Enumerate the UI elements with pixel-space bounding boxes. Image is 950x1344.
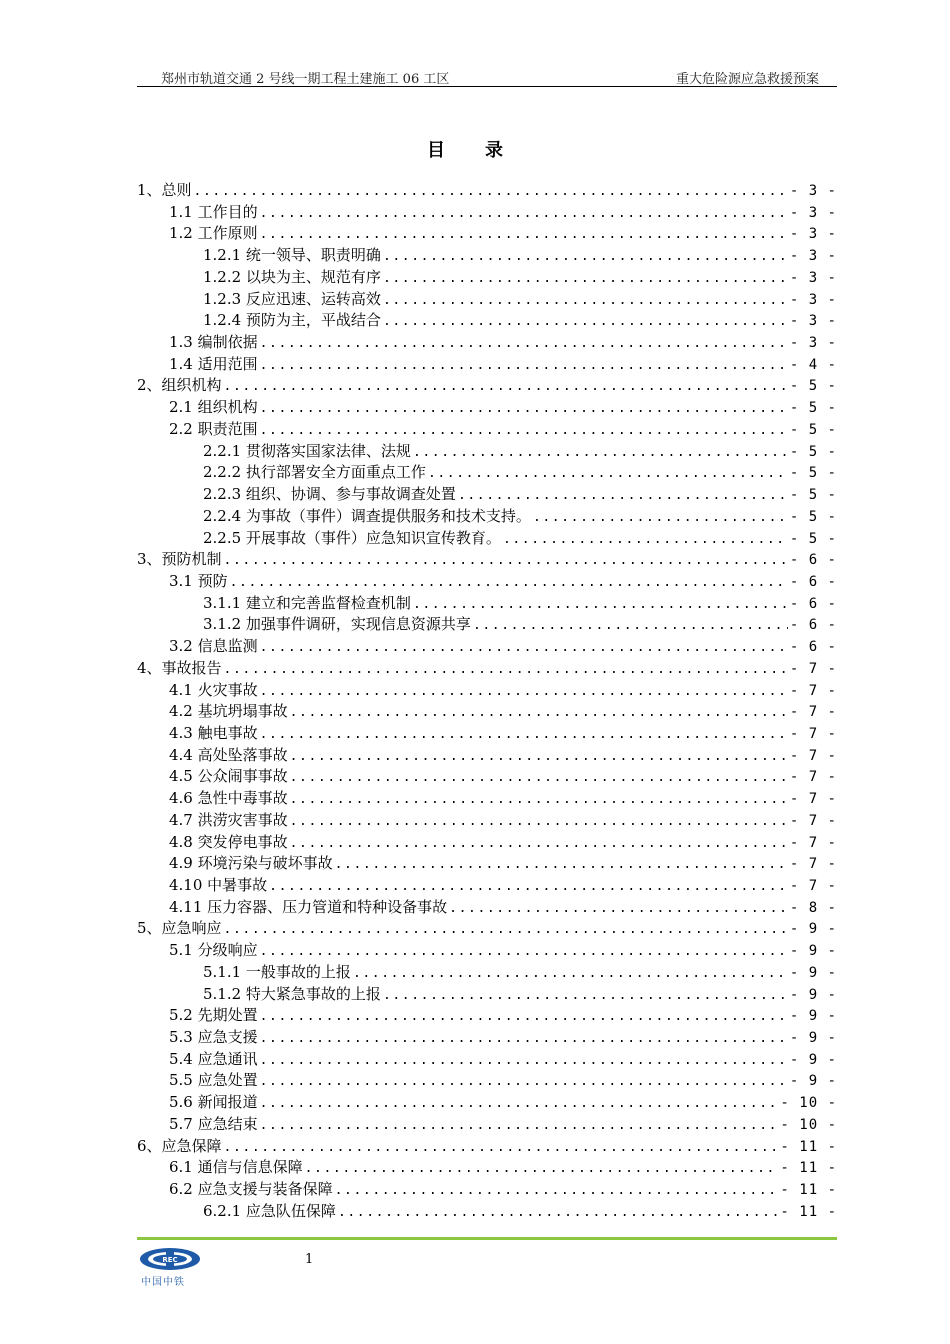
- toc-entry[interactable]: [137, 853, 837, 875]
- toc-dot-leader: [224, 376, 788, 397]
- toc-dot-leader: [260, 724, 788, 745]
- toc-entry[interactable]: [137, 267, 837, 289]
- toc-entry[interactable]: [137, 310, 837, 332]
- toc-entry[interactable]: [137, 462, 837, 484]
- toc-entry[interactable]: [137, 528, 837, 550]
- toc-entry-page: - 7 -: [789, 682, 837, 699]
- toc-entry[interactable]: [137, 484, 837, 506]
- toc-dot-leader: [290, 811, 788, 832]
- toc-dot-leader: [260, 333, 788, 354]
- toc-entry[interactable]: [137, 984, 837, 1006]
- toc-entry-label: 1.2 工作原则: [169, 224, 258, 243]
- toc-entry-page: - 3 -: [789, 204, 837, 221]
- toc-entry-page: - 11 -: [780, 1203, 837, 1220]
- toc-entry-label: 2.2.2 执行部署安全方面重点工作: [203, 463, 426, 482]
- toc-entry-page: - 6 -: [789, 617, 837, 634]
- toc-entry-label: 1.2.2 以块为主、规范有序: [203, 267, 381, 286]
- toc-entry-page: - 3 -: [789, 248, 837, 265]
- toc-entry-label: 1.2.4 预防为主，平战结合: [203, 311, 381, 330]
- toc-entry[interactable]: [137, 1136, 837, 1158]
- page-header: [137, 66, 837, 86]
- toc-entry[interactable]: [137, 571, 837, 593]
- toc-entry-label: 5.3 应急支援: [169, 1028, 258, 1047]
- toc-entry[interactable]: [137, 918, 837, 940]
- header-document-name: 重大危险源应急救援预案: [675, 72, 819, 87]
- toc-entry[interactable]: [137, 723, 837, 745]
- toc-entry-label: 3.1.2 加强事件调研，实现信息资源共享: [203, 615, 471, 634]
- toc-entry[interactable]: [137, 962, 837, 984]
- toc-dot-leader: [290, 833, 788, 854]
- page-number: 1: [305, 1252, 314, 1267]
- toc-entry-page: - 7 -: [789, 660, 837, 677]
- toc-entry[interactable]: [137, 766, 837, 788]
- toc-dot-leader: [383, 985, 788, 1006]
- footer-divider: [137, 1237, 837, 1240]
- toc-entry-label: 5.2 先期处置: [169, 1006, 258, 1025]
- toc-entry-page: - 3 -: [789, 291, 837, 308]
- toc-entry-page: - 5 -: [789, 465, 837, 482]
- toc-entry-label: 1.1 工作目的: [169, 202, 258, 221]
- toc-dot-leader: [290, 702, 788, 723]
- toc-entry[interactable]: [137, 397, 837, 419]
- toc-entry-page: - 7 -: [789, 769, 837, 786]
- toc-entry[interactable]: [137, 832, 837, 854]
- toc-dot-leader: [335, 1180, 779, 1201]
- toc-dot-leader: [224, 550, 788, 571]
- toc-entry-label: 5.6 新闻报道: [169, 1093, 258, 1112]
- header-divider: [137, 86, 837, 87]
- toc-entry-label: 3.1 预防: [169, 571, 228, 590]
- toc-dot-leader: [224, 919, 788, 940]
- toc-title: 目录: [427, 140, 543, 161]
- toc-entry[interactable]: [137, 593, 837, 615]
- toc-dot-leader: [260, 420, 788, 441]
- toc-entry-page: - 3 -: [789, 183, 837, 199]
- toc-entry-page: - 6 -: [789, 573, 837, 590]
- toc-entry-page: - 5 -: [789, 378, 837, 395]
- toc-entry-page: - 9 -: [789, 921, 837, 938]
- toc-entry-page: - 9 -: [789, 986, 837, 1003]
- toc-entry-page: - 7 -: [789, 725, 837, 742]
- toc-entry-page: - 6 -: [789, 552, 837, 569]
- toc-dot-leader: [194, 181, 788, 202]
- toc-dot-leader: [383, 290, 788, 311]
- toc-dot-leader: [269, 876, 788, 897]
- toc-entry-label: 3.2 信息监测: [169, 637, 258, 656]
- toc-dot-leader: [383, 311, 788, 332]
- toc-entry-label: 4.2 基坑坍塌事故: [169, 702, 288, 721]
- toc-dot-leader: [260, 224, 788, 245]
- toc-entry-page: - 5 -: [789, 421, 837, 438]
- toc-dot-leader: [353, 963, 788, 984]
- toc-entry-label: 1、总则: [137, 181, 192, 199]
- toc-entry-label: 4.6 急性中毒事故: [169, 789, 288, 808]
- toc-dot-leader: [533, 507, 788, 528]
- toc-entry-page: - 10 -: [780, 1095, 837, 1112]
- toc-entry[interactable]: [137, 506, 837, 528]
- toc-entry[interactable]: [137, 940, 837, 962]
- toc-entry-label: 3.1.1 建立和完善监督检查机制: [203, 593, 411, 612]
- toc-dot-leader: [413, 442, 788, 463]
- toc-entry-page: - 10 -: [780, 1116, 837, 1133]
- toc-entry-label: 6.1 通信与信息保障: [169, 1158, 303, 1177]
- toc-entry[interactable]: [137, 875, 837, 897]
- toc-entry[interactable]: [137, 1070, 837, 1092]
- toc-entry-label: 5.1.1 一般事故的上报: [203, 962, 351, 981]
- toc-entry[interactable]: [137, 1179, 837, 1201]
- toc-entry-label: 2.1 组织机构: [169, 398, 258, 417]
- toc-entry-page: - 7 -: [789, 834, 837, 851]
- toc-dot-leader: [449, 898, 788, 919]
- toc-entry-page: - 11 -: [780, 1160, 837, 1177]
- toc-entry[interactable]: [137, 180, 837, 202]
- toc-entry-label: 6、应急保障: [137, 1136, 222, 1155]
- toc-entry-page: - 11 -: [780, 1182, 837, 1199]
- toc-entry[interactable]: [137, 549, 837, 571]
- toc-dot-leader: [260, 1115, 779, 1136]
- toc-entry-page: - 9 -: [789, 964, 837, 981]
- toc-entry[interactable]: [137, 680, 837, 702]
- toc-dot-leader: [224, 659, 788, 680]
- toc-entry-page: - 3 -: [789, 335, 837, 352]
- toc-dot-leader: [290, 746, 788, 767]
- toc-dot-leader: [428, 463, 788, 484]
- toc-entry-label: 4.1 火灾事故: [169, 680, 258, 699]
- toc-entry[interactable]: [137, 1049, 837, 1071]
- toc-entry[interactable]: [137, 245, 837, 267]
- toc-entry[interactable]: [137, 223, 837, 245]
- toc-dot-leader: [260, 1028, 788, 1049]
- toc-entry-page: - 7 -: [789, 747, 837, 764]
- toc-entry[interactable]: [137, 375, 837, 397]
- toc-entry-label: 5.4 应急通讯: [169, 1049, 258, 1068]
- toc-entry-page: - 9 -: [789, 943, 837, 960]
- toc-entry-label: 4.8 突发停电事故: [169, 832, 288, 851]
- toc-entry[interactable]: [137, 419, 837, 441]
- toc-entry-label: 1.2.3 反应迅速、运转高效: [203, 289, 381, 308]
- toc-entry-page: - 3 -: [789, 313, 837, 330]
- toc-dot-leader: [224, 1137, 779, 1158]
- toc-entry-label: 4.7 洪涝灾害事故: [169, 810, 288, 829]
- toc-dot-leader: [458, 485, 788, 506]
- toc-dot-leader: [260, 681, 788, 702]
- toc-entry-label: 5.5 应急处置: [169, 1071, 258, 1090]
- toc-entry[interactable]: [137, 1157, 837, 1179]
- toc-entry[interactable]: [137, 636, 837, 658]
- toc-entry-page: - 7 -: [789, 856, 837, 873]
- toc-entry[interactable]: [137, 788, 837, 810]
- toc-dot-leader: [260, 1071, 788, 1092]
- toc-entry[interactable]: [137, 441, 837, 463]
- toc-entry-label: 2.2.5 开展事故（事件）应急知识宣传教育。: [203, 528, 501, 547]
- toc-entry-label: 2.2 职责范围: [169, 419, 258, 438]
- toc-entry[interactable]: [137, 332, 837, 354]
- toc-entry-page: - 3 -: [789, 269, 837, 286]
- toc-dot-leader: [503, 529, 788, 550]
- toc-entry-page: - 7 -: [789, 791, 837, 808]
- toc-dot-leader: [260, 637, 788, 658]
- toc-dot-leader: [383, 246, 788, 267]
- toc-entry[interactable]: [137, 897, 837, 919]
- toc-dot-leader: [260, 1006, 788, 1027]
- toc-entry[interactable]: [137, 658, 837, 680]
- toc-entry-page: - 5 -: [789, 400, 837, 417]
- toc-entry[interactable]: [137, 1201, 837, 1223]
- svg-text:REC: REC: [162, 1256, 178, 1264]
- toc-entry-label: 4、事故报告: [137, 658, 222, 677]
- toc-entry[interactable]: [137, 289, 837, 311]
- toc-dot-leader: [383, 268, 788, 289]
- toc-entry-label: 1.2.1 统一领导、职责明确: [203, 246, 381, 265]
- toc-entry-label: 5、应急响应: [137, 919, 222, 938]
- toc-entry-label: 5.1 分级响应: [169, 941, 258, 960]
- toc-entry-page: - 9 -: [789, 1008, 837, 1025]
- toc-dot-leader: [230, 572, 788, 593]
- toc-dot-leader: [260, 398, 788, 419]
- toc-entry[interactable]: [137, 202, 837, 224]
- toc-entry-label: 4.9 环境污染与破坏事故: [169, 854, 333, 873]
- toc-entry[interactable]: [137, 745, 837, 767]
- toc-entry[interactable]: [137, 701, 837, 723]
- toc-entry-label: 2.2.3 组织、协调、参与事故调查处置: [203, 485, 456, 504]
- toc-entry-label: 5.7 应急结束: [169, 1114, 258, 1133]
- toc-entry-label: 1.4 适用范围: [169, 354, 258, 373]
- toc-entry-page: - 3 -: [789, 226, 837, 243]
- toc-dot-leader: [260, 1050, 788, 1071]
- toc-dot-leader: [338, 1202, 778, 1223]
- toc-entry-page: - 4 -: [789, 356, 837, 373]
- toc-dot-leader: [260, 941, 788, 962]
- toc-dot-leader: [413, 594, 788, 615]
- toc-entry-page: - 11 -: [780, 1138, 837, 1155]
- toc-entry-page: - 7 -: [789, 878, 837, 894]
- toc-entry-page: - 6 -: [789, 595, 837, 612]
- toc-entry-label: 4.3 触电事故: [169, 723, 258, 742]
- toc-dot-leader: [260, 355, 788, 376]
- toc-entry-page: - 5 -: [789, 487, 837, 504]
- toc-dot-leader: [260, 1093, 779, 1114]
- toc-entry-label: 5.1.2 特大紧急事故的上报: [203, 984, 381, 1003]
- toc-entry-page: - 5 -: [789, 530, 837, 547]
- toc-entry-label: 4.4 高处坠落事故: [169, 745, 288, 764]
- toc-entry-label: 4.5 公众闹事事故: [169, 767, 288, 786]
- toc-dot-leader: [290, 789, 788, 810]
- toc-entry-page: - 5 -: [789, 508, 837, 525]
- toc-dot-leader: [305, 1158, 779, 1179]
- toc-entry-page: - 5 -: [789, 443, 837, 460]
- toc-entry-label: 2.2.1 贯彻落实国家法律、法规: [203, 441, 411, 460]
- toc-entry-label: 6.2.1 应急队伍保障: [203, 1201, 336, 1220]
- toc-entry-label: 4.11 压力容器、压力管道和特种设备事故: [169, 897, 448, 916]
- toc-entry-label: 6.2 应急支援与装备保障: [169, 1180, 333, 1199]
- header-project-name: 郑州市轨道交通 2 号线一期工程土建施工 06 工区: [161, 72, 450, 87]
- toc-entry-label: 2.2.4 为事故（事件）调查提供服务和技术支持。: [203, 506, 531, 525]
- toc-entry-page: - 7 -: [789, 812, 837, 829]
- toc-entry[interactable]: [137, 1114, 837, 1136]
- toc-entry[interactable]: [137, 1027, 837, 1049]
- toc-entry-page: - 8 -: [789, 899, 837, 916]
- toc-dot-leader: [290, 767, 788, 788]
- toc-entry-label: 1.3 编制依据: [169, 333, 258, 352]
- toc-entry-label: 4.10 中暑事故: [169, 876, 268, 894]
- toc-entry[interactable]: [137, 810, 837, 832]
- toc-dot-leader: [335, 854, 788, 875]
- logo-caption: 中国中铁: [141, 1277, 185, 1288]
- toc-entry[interactable]: [137, 614, 837, 636]
- toc-dot-leader: [473, 615, 788, 636]
- toc-entry-page: - 9 -: [789, 1073, 837, 1090]
- toc-entry-page: - 7 -: [789, 704, 837, 721]
- toc-entry-page: - 6 -: [789, 639, 837, 656]
- table-of-contents: [137, 180, 837, 1223]
- toc-entry[interactable]: [137, 1092, 837, 1114]
- toc-entry[interactable]: [137, 1005, 837, 1027]
- toc-dot-leader: [260, 203, 788, 224]
- crec-logo: [137, 1246, 203, 1286]
- toc-entry-page: - 9 -: [789, 1051, 837, 1068]
- toc-entry-label: 3、预防机制: [137, 550, 222, 569]
- toc-entry[interactable]: [137, 354, 837, 376]
- toc-entry-label: 2、组织机构: [137, 376, 222, 395]
- toc-entry-page: - 9 -: [789, 1030, 837, 1047]
